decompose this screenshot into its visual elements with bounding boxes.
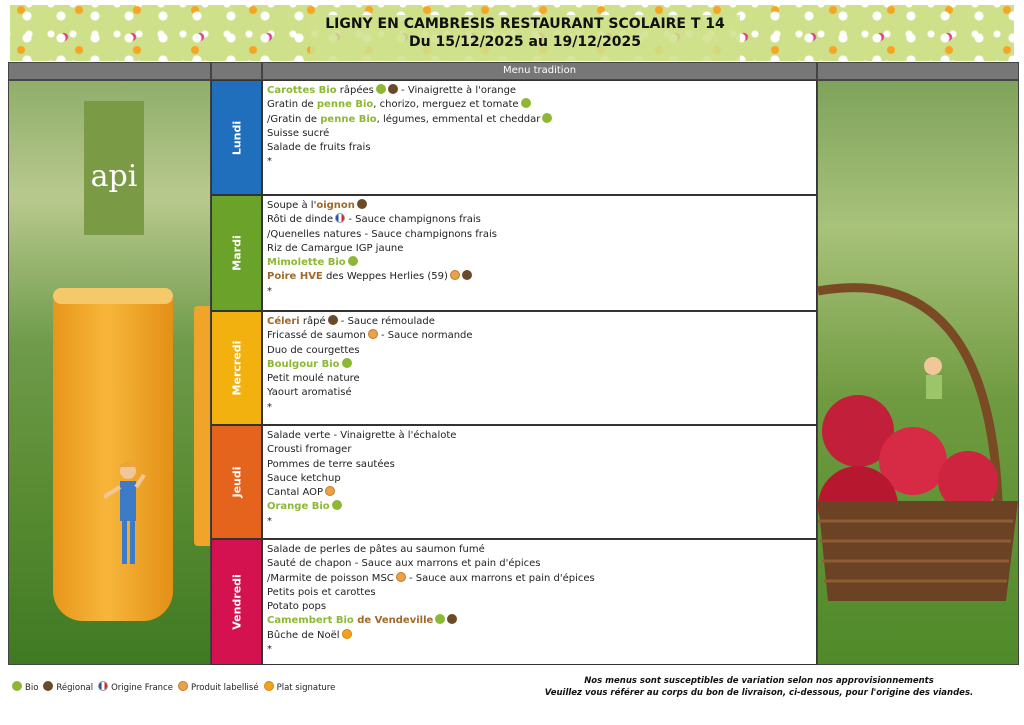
menu-item-text: - Sauce normande (377, 330, 473, 342)
reg-icon (388, 84, 398, 94)
fr-icon (98, 681, 108, 691)
day-label: Vendredi (230, 574, 243, 630)
day-cell-mardi (211, 195, 262, 311)
reg-icon (462, 270, 472, 280)
reg-icon (328, 315, 338, 325)
menu-item (267, 443, 812, 457)
header-banner (10, 5, 1014, 61)
menu-item-text: râpé (299, 316, 326, 327)
menu-item (267, 629, 812, 643)
menu-item-text: Orange Bio (267, 501, 330, 513)
day-label: Lundi (230, 120, 243, 155)
menu-item (267, 113, 812, 127)
menu-item-text: - Vinaigrette à l'orange (397, 85, 517, 96)
menu-item (267, 285, 812, 299)
menu-item (267, 543, 812, 557)
menu-item-text: - Sauce aux marrons et pain d'épices (405, 572, 595, 584)
menu-item-text: Petits pois et carottes (267, 586, 376, 598)
menu-item (267, 155, 812, 169)
legend (10, 681, 338, 693)
left-decor-image (8, 80, 211, 665)
rain-boot-rim (53, 288, 173, 304)
second-boot (194, 306, 211, 546)
bio-icon (376, 84, 386, 94)
menu-item-text: Salade de fruits frais (267, 142, 371, 154)
right-decor-image (817, 80, 1019, 665)
footnote-line-1: Nos menus sont susceptibles de variation selon nos approvisionnements (584, 676, 934, 686)
menu-item-text: , légumes, emmental et cheddar (376, 113, 541, 125)
menu-item-text: Sauce ketchup (267, 472, 341, 484)
day-cell-lundi (211, 80, 262, 195)
day-header-cell (211, 62, 262, 80)
day-label: Mercredi (230, 340, 243, 396)
footnote (544, 675, 974, 699)
menu-item (267, 344, 812, 358)
legend-label: Bio (25, 683, 39, 693)
menu-item (267, 572, 812, 586)
menu-column-header: Menu tradition (262, 62, 817, 80)
menu-item-text: penne Bio (320, 113, 377, 125)
apple-basket (818, 271, 1018, 611)
menu-item-text: Mimolette Bio (267, 257, 346, 269)
sig-icon (264, 681, 274, 691)
lab-icon (325, 486, 335, 496)
bio-icon (348, 256, 358, 266)
menu-item-text: Boulgour Bio (267, 358, 340, 370)
menu-item-text: râpées (336, 85, 374, 96)
menu-item-text: Soupe à l' (267, 200, 317, 211)
menu-item-text: - Sauce champignons frais (345, 214, 481, 226)
menu-item-text: Gratin de (267, 99, 317, 111)
menu-item (267, 315, 812, 329)
menu-item-text: Salade verte - Vinaigrette à l'échalote (267, 430, 457, 441)
bio-icon (342, 358, 352, 368)
menu-cell-mercredi (262, 311, 817, 425)
menu-item-text: Suisse sucré (267, 127, 330, 139)
menu-item-text: Cantal AOP (267, 487, 324, 499)
menu-item-text: * (267, 515, 272, 527)
menu-item (267, 557, 812, 571)
day-label: Mardi (230, 235, 243, 271)
menu-item (267, 401, 812, 415)
menu-item-text: /Gratin de (267, 113, 321, 125)
menu-item (267, 600, 812, 614)
lab-icon (178, 681, 188, 691)
menu-item-text: * (267, 156, 272, 168)
menu-item-text: de Vendeville (353, 615, 434, 627)
menu-item-text: Poire HVE (267, 271, 323, 283)
menu-item-text: Sauté de chapon - Sauce aux marrons et pain d'épices (267, 558, 541, 570)
menu-item-text: Duo de courgettes (267, 344, 360, 356)
menu-item (267, 586, 812, 600)
menu-item (267, 84, 812, 98)
menu-item-text: Céleri (267, 316, 300, 327)
footnote-line-2: Veuillez vous référer au corps du bon de livraison, ci-dessous, pour l'origine des viandes. (544, 688, 974, 698)
bio-icon (332, 500, 342, 510)
menu-item (267, 270, 812, 284)
menu-item-text: Camembert Bio (267, 615, 354, 627)
page-title: LIGNY EN CAMBRESIS RESTAURANT SCOLAIRE T 14 (325, 16, 725, 32)
api-logo: api (84, 101, 144, 235)
menu-item (267, 515, 812, 529)
menu-item (267, 329, 812, 343)
menu-item (267, 213, 812, 227)
menu-item (267, 386, 812, 400)
day-cell-jeudi (211, 425, 262, 539)
menu-item-text: penne Bio (316, 99, 374, 111)
menu-item-text: Crousti fromager (267, 444, 352, 456)
menu-item-text: * (267, 401, 272, 413)
menu-item (267, 643, 812, 657)
menu-item-text: Pommes de terre sautées (267, 458, 395, 470)
reg-icon (447, 614, 457, 624)
menu-item (267, 98, 812, 112)
bio-icon (521, 98, 531, 108)
menu-item (267, 614, 812, 628)
menu-cell-jeudi (262, 425, 817, 539)
right-header-cell (817, 62, 1019, 80)
legend-label: Origine France (111, 683, 173, 693)
legend-label: Produit labellisé (190, 683, 259, 693)
rain-boot (53, 291, 173, 621)
legend-label: Régional (56, 683, 94, 693)
menu-item (267, 141, 812, 155)
menu-item (267, 500, 812, 514)
menu-cell-lundi (262, 80, 817, 195)
menu-item-text: Petit moulé nature (267, 373, 360, 385)
day-label: Jeudi (230, 466, 243, 498)
menu-item-text: oignon (316, 200, 355, 211)
day-cell-mercredi (211, 311, 262, 425)
menu-item (267, 372, 812, 386)
reg-icon (43, 681, 53, 691)
menu-item-text: Fricassé de saumon (267, 330, 366, 342)
menu-item (267, 199, 812, 213)
menu-item-text: Potato pops (267, 601, 327, 613)
menu-item-text: Yaourt aromatisé (267, 387, 352, 399)
header-title-box (310, 15, 740, 61)
legend-label: Plat signature (276, 683, 336, 693)
menu-cell-mardi (262, 195, 817, 311)
menu-item (267, 228, 812, 242)
menu-item-text: des Weppes Herlies (59) (322, 271, 448, 283)
menu-item-text: Bûche de Noël (267, 629, 340, 641)
lab-icon (450, 270, 460, 280)
reg-icon (357, 199, 367, 209)
fr-icon (335, 213, 345, 223)
menu-item-text: Salade de perles de pâtes au saumon fumé (267, 544, 485, 555)
menu-item (267, 472, 812, 486)
lab-icon (396, 572, 406, 582)
menu-item (267, 256, 812, 270)
menu-item (267, 127, 812, 141)
menu-item (267, 242, 812, 256)
menu-item-text: /Quenelles natures - Sauce champignons frais (267, 228, 498, 240)
menu-item-text: * (267, 285, 272, 297)
menu-item (267, 486, 812, 500)
sig-icon (342, 629, 352, 639)
menu-item-text: Riz de Camargue IGP jaune (267, 242, 404, 254)
bio-icon (12, 681, 22, 691)
menu-item-text: * (267, 644, 272, 656)
menu-item-text: /Marmite de poisson MSC (267, 572, 394, 584)
lab-icon (368, 329, 378, 339)
menu-item-text: Carottes Bio (267, 85, 337, 96)
bio-icon (435, 614, 445, 624)
menu-cell-vendredi (262, 539, 817, 665)
gardener-figure (104, 461, 150, 571)
date-range: Du 15/12/2025 au 19/12/2025 (409, 34, 641, 50)
bio-icon (542, 113, 552, 123)
menu-item (267, 358, 812, 372)
menu-item-text: Rôti de dinde (267, 214, 334, 226)
menu-item-text: - Sauce rémoulade (337, 316, 435, 327)
menu-item (267, 429, 812, 443)
column-header-bar (8, 62, 1019, 80)
left-header-cell (8, 62, 211, 80)
menu-item (267, 458, 812, 472)
menu-item-text: , chorizo, merguez et tomate (373, 99, 519, 111)
day-cell-vendredi (211, 539, 262, 665)
